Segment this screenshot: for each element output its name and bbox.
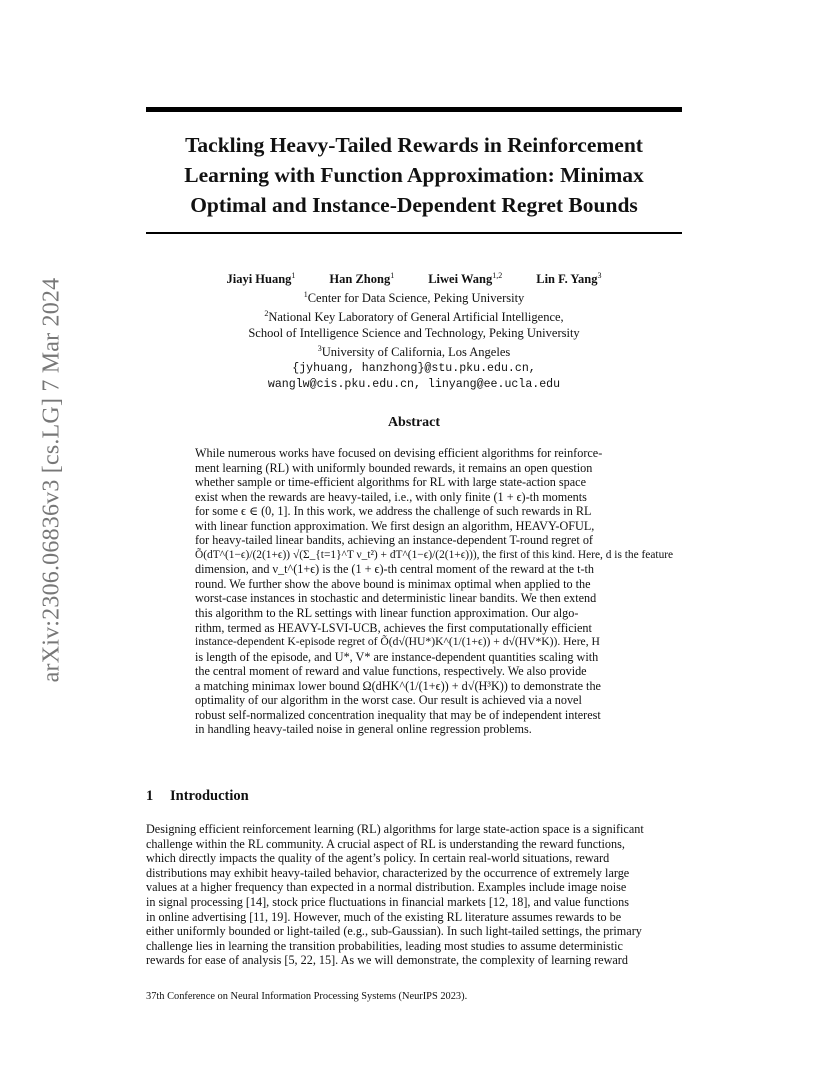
body-line: rewards for ease of analysis [5, 22, 15]. As we will demonstrate, the complexity of learning reward bbox=[146, 953, 628, 968]
abstract-line: dimension, and ν_t^(1+ϵ) is the (1 + ϵ)-th central moment of the reward at the t-th bbox=[195, 562, 595, 577]
body-line: distributions may exhibit heavy-tailed behavior, characterized by the occurrence of extremely large bbox=[146, 865, 630, 880]
body-line: which directly impacts the quality of the agent’s policy. In certain real-world situations, reward bbox=[146, 851, 610, 866]
title-bottom-rule bbox=[146, 232, 682, 234]
abstract-line: While numerous works have focused on devising efficient algorithms for reinforce- bbox=[195, 446, 603, 460]
title-line: Learning with Function Approximation: Minimax bbox=[184, 163, 644, 187]
arxiv-identifier: arXiv:2306.06836v3 [cs.LG] 7 Mar 2024 bbox=[38, 277, 65, 683]
abstract-line: whether sample or time-efficient algorithms for RL with large state-action space bbox=[195, 475, 586, 490]
section-title: Introduction bbox=[170, 788, 249, 804]
abstract-line: exist when the rewards are heavy-tailed, i.e., with only finite (1 + ϵ)-th moments bbox=[195, 489, 587, 504]
body-line: in online advertising [11, 19]. However, much of the existing RL literature assumes rewards to be bbox=[146, 909, 622, 924]
abstract-line: ment learning (RL) with uniformly bounded rewards, it remains an open question bbox=[195, 460, 593, 475]
affiliation: $^3$University of California, Los Angeles bbox=[317, 344, 511, 360]
title-top-rule bbox=[146, 107, 682, 112]
author-names bbox=[146, 268, 682, 287]
paper-title bbox=[146, 130, 682, 220]
abstract-line: round. We further show the above bound is minimax optimal when applied to the bbox=[195, 576, 591, 591]
abstract-line: for heavy-tailed linear bandits, achieving an instance-dependent T-round regret of bbox=[195, 533, 593, 548]
abstract-line: instance-dependent K-episode regret of Õ(d√(HU*)K^(1/(1+ϵ)) + d√(HV*K)). Here, H bbox=[195, 635, 600, 649]
body-line: values at a higher frequency than expected in a normal distribution. Examples include image noise bbox=[146, 880, 627, 895]
abstract-line: optimality of our algorithm in the worst case. Our result is achieved via a novel bbox=[195, 693, 582, 708]
body-line: Designing efficient reinforcement learning (RL) algorithms for large state-action space is a significant bbox=[146, 822, 644, 836]
body-line: in signal processing [14], stock price fluctuations in financial markets [12, 18], and value functions bbox=[146, 894, 629, 909]
section-number: 1 bbox=[146, 788, 154, 804]
abstract-body bbox=[195, 446, 674, 737]
abstract-line: worst-case instances in stochastic and deterministic linear bandits. We then extend bbox=[195, 591, 597, 606]
affiliation: $^1$Center for Data Science, Peking University bbox=[303, 290, 525, 306]
title-line: Optimal and Instance-Dependent Regret Bounds bbox=[190, 193, 638, 217]
abstract-heading: Abstract bbox=[387, 415, 441, 430]
author: Lin F. Yang$^3$ bbox=[536, 271, 602, 287]
section-heading bbox=[146, 788, 249, 805]
abstract-line: is length of the episode, and U*, V* are instance-dependent quantities scaling with bbox=[195, 649, 599, 664]
email-line: {jyhuang, hanzhong}@stu.pku.edu.cn, bbox=[292, 361, 536, 375]
abstract-line: a matching minimax lower bound Ω(dHK^(1/(1+ϵ)) + d√(H³K)) to demonstrate the bbox=[195, 678, 601, 693]
abstract-line: in handling heavy-tailed noise in general online regression problems. bbox=[195, 722, 532, 737]
author-block bbox=[146, 268, 682, 393]
affiliation: $^2$National Key Laboratory of General Artificial Intelligence, bbox=[264, 309, 564, 325]
body-line: challenge lies in learning the transition probabilities, leading most studies to assume deterministic bbox=[146, 938, 623, 953]
title-line: Tackling Heavy-Tailed Rewards in Reinforcement bbox=[185, 133, 643, 157]
body-line: challenge within the RL community. A crucial aspect of RL is understanding the reward functions, bbox=[146, 836, 625, 851]
abstract-line: rithm, termed as HEAVY-LSVI-UCB, achieves the first computationally efficient bbox=[195, 620, 592, 635]
abstract-line: Õ(dT^(1−ϵ)/(2(1+ϵ)) √(Σ_{t=1}^T ν_t²) + dT^(1−ϵ)/(2(1+ϵ))), the first of this kind. Here, d is the feature bbox=[195, 548, 674, 561]
abstract-line: robust self-normalized concentration inequality that may be of independent interest bbox=[195, 707, 601, 722]
affiliation: School of Intelligence Science and Technology, Peking University bbox=[248, 326, 580, 341]
introduction-body bbox=[146, 822, 682, 968]
abstract-line: with linear function approximation. We first design an algorithm, HEAVY-OFUL, bbox=[195, 518, 595, 533]
body-line: either uniformly bounded or light-tailed (e.g., sub-Gaussian). In such light-tailed settings, the primary bbox=[146, 924, 642, 939]
email-line: wanglw@cis.pku.edu.cn, linyang@ee.ucla.edu bbox=[267, 377, 561, 391]
author: Liwei Wang$^{1,2}$ bbox=[428, 271, 503, 287]
abstract-line: this algorithm to the RL settings with linear function approximation. Our algo- bbox=[195, 606, 579, 621]
author: Han Zhong$^1$ bbox=[329, 271, 395, 287]
abstract-line: for some ϵ ∈ (0, 1]. In this work, we address the challenge of such rewards in RL bbox=[195, 504, 592, 519]
conference-footer: 37th Conference on Neural Information Processing Systems (NeurIPS 2023). bbox=[146, 991, 468, 1002]
abstract-line: the central moment of reward and value functions, respectively. We also provide bbox=[195, 664, 587, 679]
author: Jiayi Huang$^1$ bbox=[226, 271, 296, 287]
